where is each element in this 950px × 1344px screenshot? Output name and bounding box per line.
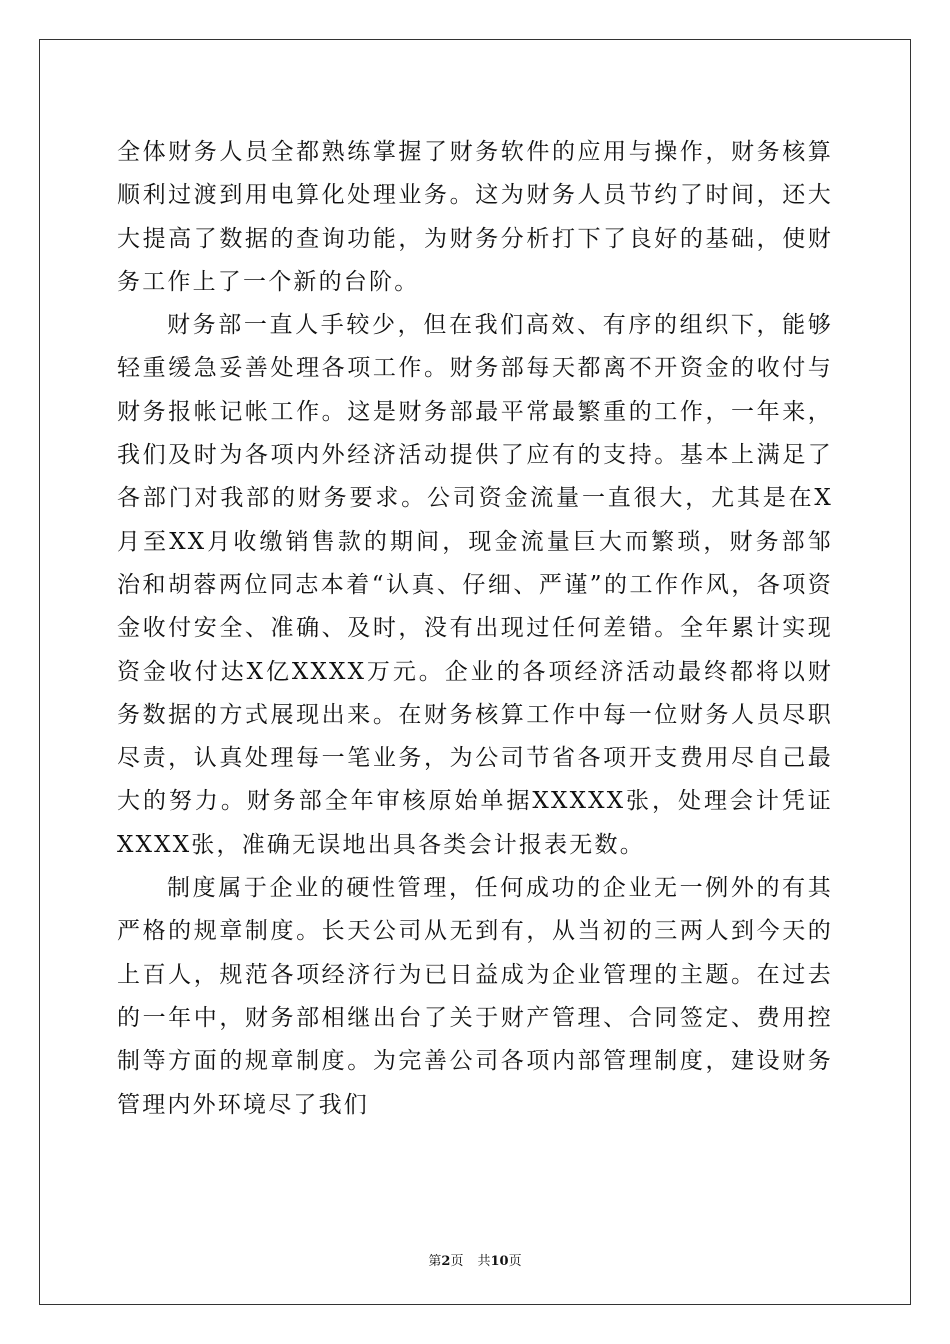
- paragraph-1: 全体财务人员全都熟练掌握了财务软件的应用与操作，财务核算顺利过渡到用电算化处理业务。这为财务人员节约了时间，还大大提高了数据的查询功能，为财务分析打下了良好的基础，使财务工作上了一个新的台阶。: [117, 139, 833, 295]
- page-number: 2: [441, 1254, 451, 1269]
- document-body: [117, 131, 833, 1127]
- total-suffix: 页: [508, 1254, 522, 1269]
- page-suffix: 页: [450, 1254, 464, 1269]
- page-footer: [0, 1250, 950, 1269]
- paragraph-2: 财务部一直人手较少，但在我们高效、有序的组织下，能够轻重缓急妥善处理各项工作。财务部每天都离不开资金的收付与财务报帐记帐工作。这是财务部最平常最繁重的工作，一年来，我们及时为各项内外经济活动提供了应有的支持。基本上满足了各部门对我部的财务要求。公司资金流量一直很大，尤其是在X月至XX月收缴销售款的期间，现金流量巨大而繁琐，财务部邹治和胡蓉两位同志本着“认真、仔细、严谨”的工作作风，各项资金收付安全、准确、及时，没有出现过任何差错。全年累计实现资金收付达X亿XXXX万元。企业的各项经济活动最终都将以财务数据的方式展现出来。在财务核算工作中每一位财务人员尽职尽责，认真处理每一笔业务，为公司节省各项开支费用尽自己最大的努力。财务部全年审核原始单据XXXXX张，处理会计凭证XXXX张，准确无误地出具各类会计报表无数。: [117, 312, 833, 858]
- paragraph-3: 制度属于企业的硬性管理，任何成功的企业无一例外的有其严格的规章制度。长天公司从无到有，从当初的三两人到今天的上百人，规范各项经济行为已日益成为企业管理的主题。在过去的一年中，财务部相继出台了关于财产管理、合同签定、费用控制等方面的规章制度。为完善公司各项内部管理制度，建设财务管理内外环境尽了我们: [117, 875, 833, 1118]
- page-prefix: 第: [428, 1254, 442, 1269]
- total-prefix: 共: [477, 1254, 491, 1269]
- total-pages: 10: [490, 1254, 509, 1269]
